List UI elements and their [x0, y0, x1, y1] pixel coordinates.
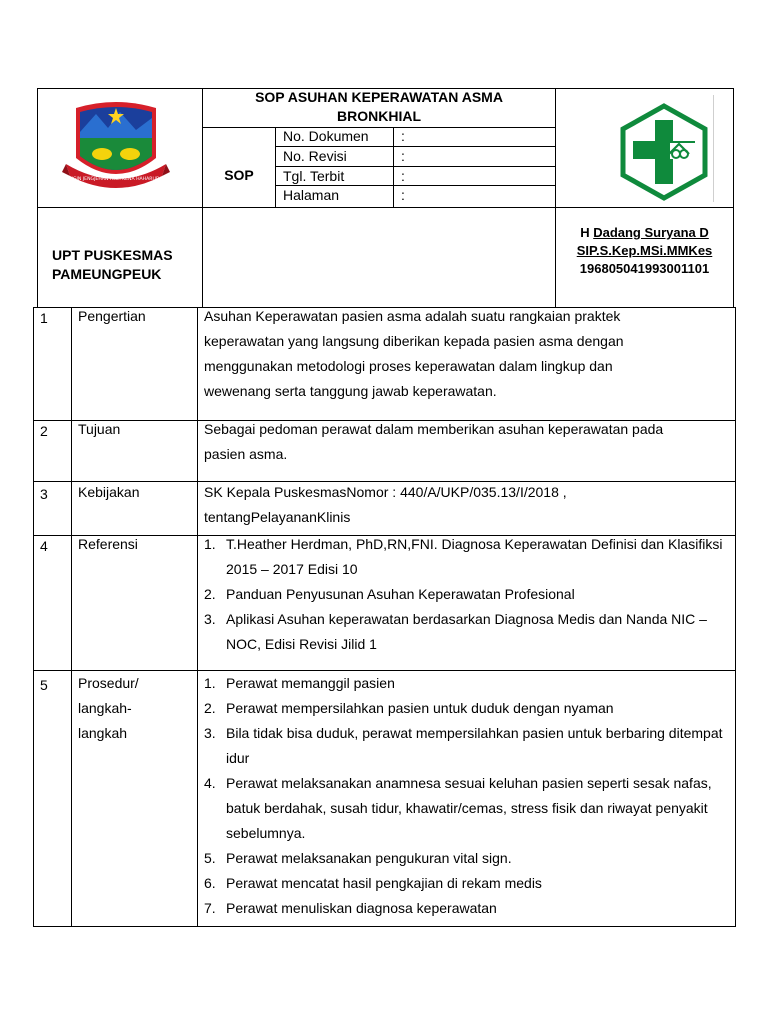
list-item	[204, 607, 731, 657]
list-number: 1.	[204, 675, 216, 691]
list-item	[204, 532, 731, 582]
title-line-2: BRONKHIAL	[337, 108, 421, 124]
list-number: 7.	[204, 900, 216, 916]
row-1-number: 1	[40, 310, 48, 326]
procedure-list	[204, 671, 731, 921]
list-number: 3.	[204, 611, 216, 627]
list-text: Perawat mencatat hasil pengkajian di rekam medis	[226, 875, 542, 891]
list-text: Perawat melaksanakan anamnesa sesuai keluhan pasien seperti sesak nafas, batuk berdahak, susah tidur, khawatir/cemas, stress fisik dan riwayat penyakit sebelumnya.	[226, 775, 712, 841]
row-3-label: Kebijakan	[78, 484, 140, 500]
label-line: langkah-	[78, 700, 132, 716]
list-item	[204, 582, 731, 607]
row-2-content	[204, 417, 727, 467]
signer-name-line	[556, 224, 733, 242]
list-text: Aplikasi Asuhan keperawatan berdasarkan Diagnosa Medis dan Nanda NIC – NOC, Edisi Revisi Jilid 1	[226, 611, 707, 652]
document-title	[203, 88, 555, 126]
signer-prefix: H	[580, 225, 594, 240]
row-5-number: 5	[40, 677, 48, 693]
list-item	[204, 771, 731, 846]
list-text: Perawat mempersilahkan pasien untuk duduk dengan nyaman	[226, 700, 614, 716]
row-3-number: 3	[40, 486, 48, 502]
crest-motto: NGIN JENGJEHAN HEZI KENA HAHARUDA	[69, 177, 163, 182]
sop-label: SOP	[224, 167, 254, 183]
row-2-number: 2	[40, 423, 48, 439]
meta-label-halaman: Halaman	[283, 187, 340, 203]
meta-label-tgl-terbit: Tgl. Terbit	[283, 168, 345, 184]
label-line: langkah	[78, 725, 128, 741]
list-item	[204, 696, 731, 721]
list-text: Perawat menuliskan diagnosa keperawatan	[226, 900, 497, 916]
signer-title: SIP.S.Kep.MSi.MMKes	[576, 243, 713, 258]
list-item	[204, 671, 731, 696]
list-item	[204, 721, 731, 771]
organization-name	[52, 246, 173, 284]
row-4-number: 4	[40, 538, 48, 554]
list-number: 6.	[204, 875, 216, 891]
paragraph-line: SK Kepala PuskesmasNomor : 440/A/UKP/035.13/I/2018 ,	[204, 484, 567, 500]
meta-value-no-dokumen: :	[401, 128, 405, 144]
paragraph-line: menggunakan metodologi proses keperawatan dalam lingkup dan	[204, 358, 613, 374]
list-item	[204, 896, 731, 921]
paragraph-line: Asuhan Keperawatan pasien asma adalah suatu rangkaian praktek	[204, 308, 621, 324]
list-text: Perawat melaksanakan pengukuran vital sign.	[226, 850, 512, 866]
org-line-2: PAMEUNGPEUK	[52, 266, 162, 282]
list-text: Panduan Penyusunan Asuhan Keperawatan Profesional	[226, 586, 575, 602]
regency-crest-logo	[62, 98, 170, 194]
meta-label-no-dokumen: No. Dokumen	[283, 128, 369, 144]
row-4-label: Referensi	[78, 536, 138, 552]
signer-name: Dadang Suryana D	[593, 225, 709, 240]
meta-label-no-revisi: No. Revisi	[283, 148, 347, 164]
list-item	[204, 846, 731, 871]
signer-nip: 196805041993001101	[579, 261, 710, 276]
list-text: T.Heather Herdman, PhD,RN,FNI. Diagnosa Keperawatan Definisi dan Klasifiksi 2015 – 2017 Edisi 10	[226, 536, 723, 577]
paragraph-line: keperawatan yang langsung diberikan kepada pasien asma dengan	[204, 333, 624, 349]
meta-value-halaman: :	[401, 187, 405, 203]
list-number: 2.	[204, 586, 216, 602]
row-1-label: Pengertian	[78, 308, 146, 324]
row-5-label	[78, 671, 139, 746]
list-text: Perawat memanggil pasien	[226, 675, 395, 691]
title-line-1: SOP ASUHAN KEPERAWATAN ASMA	[255, 89, 503, 105]
list-number: 2.	[204, 700, 216, 716]
puskesmas-cross-logo	[617, 103, 711, 201]
org-line-1: UPT PUSKESMAS	[52, 247, 173, 263]
reference-list	[204, 532, 731, 657]
paragraph-line: pasien asma.	[204, 446, 288, 462]
row-3-content	[204, 480, 727, 530]
list-number: 4.	[204, 775, 216, 791]
list-number: 1.	[204, 536, 216, 552]
row-1-content	[204, 304, 727, 404]
paragraph-line: wewenang serta tanggung jawab keperawatan.	[204, 383, 497, 399]
meta-value-no-revisi: :	[401, 148, 405, 164]
signer-block	[556, 224, 733, 278]
paragraph-line: tentangPelayananKlinis	[204, 509, 351, 525]
list-number: 3.	[204, 725, 216, 741]
label-line: Prosedur/	[78, 675, 139, 691]
list-text: Bila tidak bisa duduk, perawat mempersilahkan pasien untuk berbaring ditempat idur	[226, 725, 723, 766]
list-item	[204, 871, 731, 896]
meta-value-tgl-terbit: :	[401, 168, 405, 184]
paragraph-line: Sebagai pedoman perawat dalam memberikan asuhan keperawatan pada	[204, 421, 664, 437]
list-number: 5.	[204, 850, 216, 866]
row-2-label: Tujuan	[78, 421, 121, 437]
